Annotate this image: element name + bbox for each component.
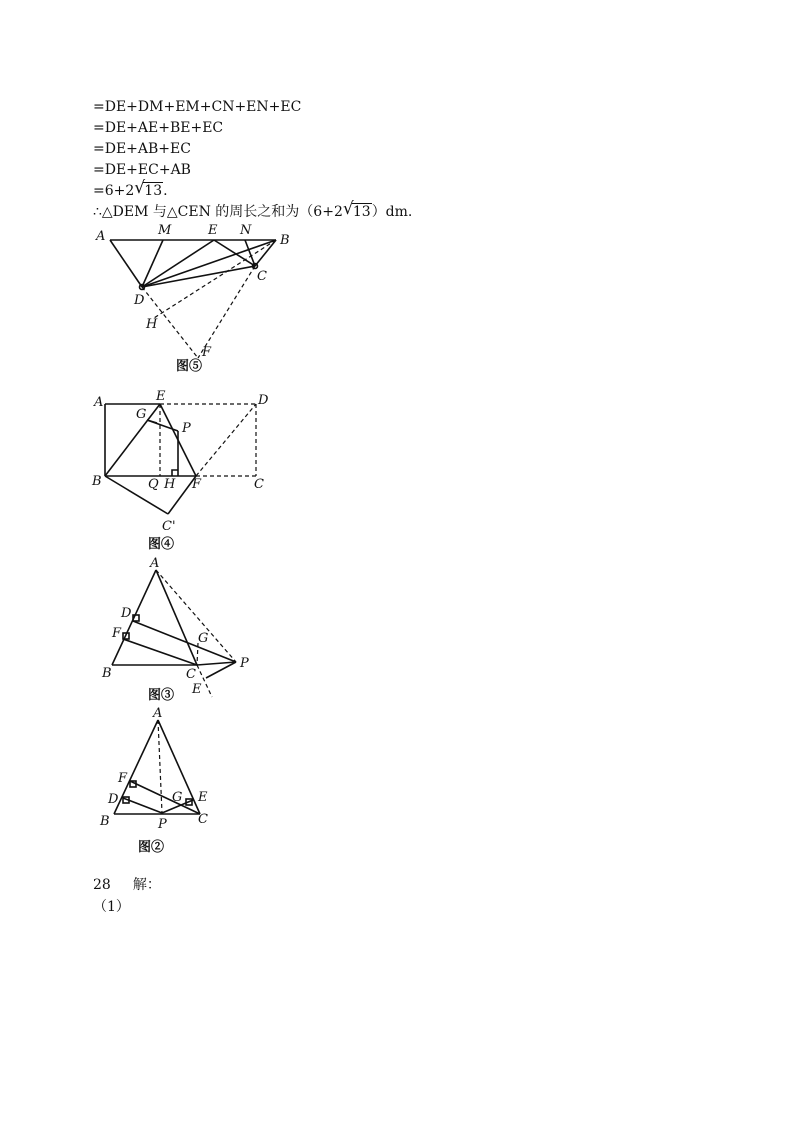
radicand: 13 [352,204,371,220]
conclusion-suffix: ）dm. [371,204,413,220]
label-c-prime: C' [162,519,176,534]
radical-sign-icon: √ [134,178,146,198]
label-f: F [118,771,128,786]
equation-line-3: =DE+AB+EC [93,141,191,157]
segment-ab [114,720,158,814]
label-e: E [192,682,202,697]
result-line [93,178,168,200]
segment-ad [110,240,142,287]
equation-line-2: =DE+AE+BE+EC [93,120,224,136]
problem-header [93,876,161,894]
label-m: M [158,223,172,238]
label-a: A [94,395,104,410]
equation-line-1: =DE+DM+EM+CN+EN+EC [93,99,302,115]
dashed-fd [196,404,256,476]
label-e: E [156,390,166,404]
dashed-ap [156,570,236,662]
label-f: F [192,477,202,492]
figure-5-caption: 图⑤ [176,359,203,374]
label-g: G [198,631,209,646]
label-b: B [280,233,290,248]
label-g: G [172,790,183,805]
label-c: C [198,812,208,827]
label-p: P [182,421,191,436]
segment-be [105,404,160,476]
label-c: C [257,269,267,284]
label-d: D [121,606,132,621]
result-suffix: . [163,183,168,199]
problem-number: 28 [93,877,111,893]
label-d: D [108,792,119,807]
label-f: F [112,626,122,641]
label-d: D [258,393,269,408]
radicand: 13 [144,183,163,199]
label-p: P [158,817,167,832]
label-n: N [240,223,252,238]
segment-fc [130,781,200,814]
figure-3-caption: 图③ [148,688,175,703]
problem-heading: 解： [132,877,161,893]
label-a: A [150,556,160,571]
label-h: H [164,477,176,492]
label-c: C [254,477,264,492]
segment-ac [156,570,197,665]
label-b: B [100,814,110,829]
label-a: A [96,229,106,244]
segment-ec [214,240,255,266]
sqrt-expression [134,178,163,200]
conclusion-line [93,199,413,221]
result-prefix: =6+2 [93,183,135,199]
figure-2-diagram [90,705,230,860]
label-q: Q [148,477,159,492]
sqrt-expression [342,199,372,221]
figure-4-diagram [90,390,280,555]
equation-line-4: =DE+EC+AB [93,162,191,178]
figure-5-diagram [90,220,300,380]
segment-dp [133,621,236,662]
label-e: E [208,223,218,238]
label-e: E [198,790,208,805]
label-g: G [136,407,147,422]
label-d: D [134,293,145,308]
figure-3-diagram [90,555,265,705]
conclusion-prefix: ∴△DEM 与△CEN 的周长之和为（6+2 [93,204,343,220]
label-a: A [153,706,163,721]
label-f: F [202,345,212,360]
label-b: B [92,474,102,489]
figure-2-caption: 图② [138,840,165,855]
label-p: P [240,656,249,671]
label-b: B [102,666,112,681]
label-c: C [186,667,196,682]
figure-4-caption: 图④ [148,537,175,552]
problem-part: （1） [93,899,130,915]
segment-ab [112,570,156,665]
dashed-ap [158,720,162,813]
label-h: H [146,317,158,332]
right-angle-mark-h [172,470,178,476]
radical-sign-icon: √ [342,199,354,219]
